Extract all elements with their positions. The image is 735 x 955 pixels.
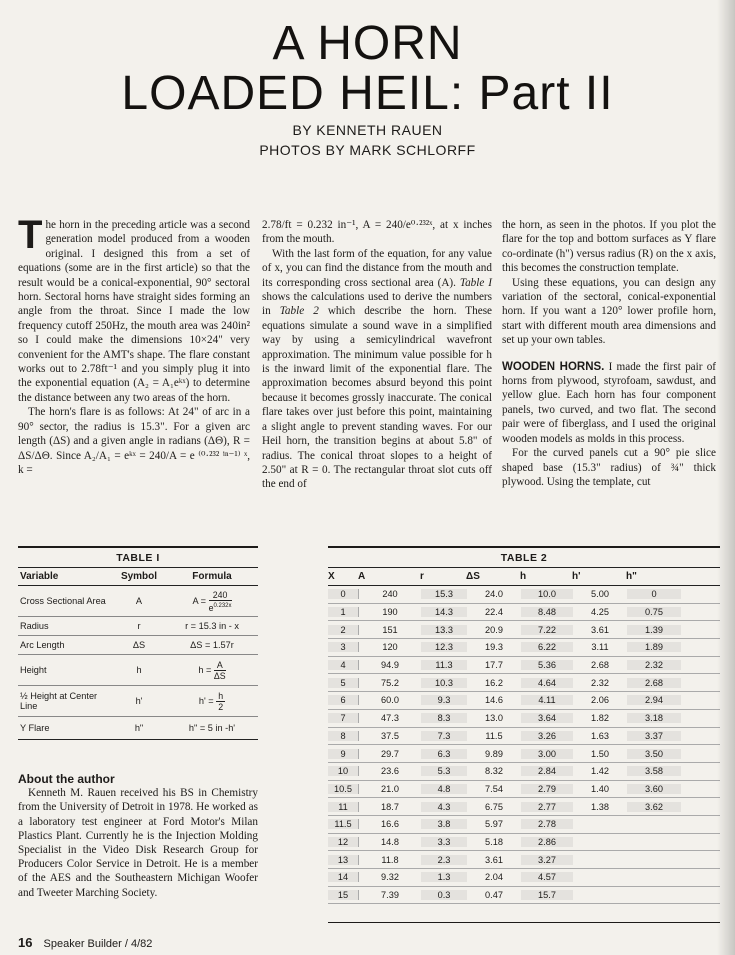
cell: 1.63 [591, 730, 609, 741]
cell: 4.57 [521, 872, 573, 882]
cell: 16.6 [381, 819, 399, 830]
cell: 6 [328, 695, 359, 705]
cell: ½ Height at Center Line [20, 691, 98, 711]
cell: 5 [328, 678, 359, 688]
table-row [18, 686, 258, 717]
column-header: Symbol [120, 571, 158, 582]
cell: ΔS [132, 640, 146, 650]
cell: 11.8 [381, 854, 399, 865]
exponent: 0.232x [213, 602, 232, 609]
cell: Radius [20, 621, 49, 631]
cell: 0.3 [421, 890, 467, 900]
paragraph: The horn's flare is as follows: At 24" of arc in a 90° sector, the radius is 15.3". For a given arc length (ΔS) and a given angle in radians (ΔΘ), R = ΔS/ΔΘ. Since A₂/A₁ = eᵏˣ = 240/A = e ⁽⁰·²³² ⁱⁿ⁻¹⁾ ˣ, k = [18, 406, 250, 476]
cell: 5.18 [485, 836, 503, 847]
table-row [328, 798, 720, 816]
about-author [18, 772, 258, 900]
cell: 9.89 [485, 748, 503, 759]
table-row [328, 657, 720, 675]
numerator: 240 [209, 590, 232, 601]
about-heading: About the author [18, 772, 115, 786]
about-text: Kenneth M. Rauen received his BS in Chemistry from the University of Detroit in 1978. He worked as a laboratory test engineer at Ford Motor's Milan Plastics Plant. Currently he is the Injection Molding Specialist in the Video Disk Research Group for Producers Color Service in Detroit. He is a member of the AES and the Southeastern Michigan Woofer and Tweeter Marching Society. [18, 787, 258, 899]
column-header: X [328, 571, 335, 582]
cell: 1.40 [591, 783, 609, 794]
cell: h" = 5 in -h' [188, 723, 236, 733]
cell: 3.58 [627, 766, 681, 776]
table-row [328, 834, 720, 852]
cell: r = 15.3 in - x [185, 621, 239, 631]
cell: 4.25 [591, 607, 609, 618]
cell: 3 [328, 642, 359, 652]
cell: 8.48 [521, 607, 573, 617]
cell: 4.11 [521, 695, 573, 705]
table-header-row [18, 567, 258, 586]
cell: 1.3 [421, 872, 467, 882]
formula-text: A = [192, 595, 207, 606]
cell: 2.68 [591, 660, 609, 671]
cell: 120 [382, 642, 398, 653]
cell: 47.3 [381, 713, 399, 724]
publication-info: Speaker Builder / 4/82 [43, 938, 153, 950]
cell: 2.86 [521, 837, 573, 847]
table-row [328, 728, 720, 746]
text-column-2 [262, 218, 492, 492]
cell: 10.5 [328, 784, 359, 794]
cell: 5.3 [421, 766, 467, 776]
cell: 19.3 [485, 642, 503, 653]
cell: 12 [328, 837, 359, 847]
rule [328, 922, 720, 923]
paragraph-text: shows the calculations used to derive the numbers in [262, 291, 492, 318]
cell: 1.42 [591, 766, 609, 777]
column-header: h" [626, 571, 637, 582]
table-reference: Table 2 [279, 305, 319, 318]
table-title: TABLE 2 [500, 552, 548, 564]
cell: 2.78 [521, 819, 573, 829]
cell: 3.26 [521, 731, 573, 741]
table-row [328, 692, 720, 710]
cell: 3.00 [521, 749, 573, 759]
cell: 0 [328, 589, 359, 599]
cell: 75.2 [381, 677, 399, 688]
rule [18, 546, 258, 548]
cell: 2.04 [485, 872, 503, 883]
cell: 9.32 [381, 872, 399, 883]
cell: 3.37 [627, 731, 681, 741]
cell: 8 [328, 731, 359, 741]
text-column-3 [502, 218, 716, 489]
cell: 3.8 [421, 819, 467, 829]
cell: 1.50 [591, 748, 609, 759]
section-heading: WOODEN HORNS. [502, 360, 605, 373]
cell: 14.8 [381, 836, 399, 847]
article-title-line1: A HORN [272, 17, 463, 70]
cell: 9 [328, 749, 359, 759]
column-header: r [420, 571, 424, 582]
cell: 29.7 [381, 748, 399, 759]
cell: 2.77 [521, 802, 573, 812]
rule [328, 546, 720, 548]
denominator: ΔS [213, 670, 226, 681]
paragraph: the horn, as seen in the photos. If you plot the flare for the top and bottom surfaces as Y flare co-ordinate (h") versus radius (R) on the x axis, this becomes the construction template. [502, 219, 716, 275]
cell: 1.39 [627, 625, 681, 635]
cell: 2.3 [421, 855, 467, 865]
cell: 15 [328, 890, 359, 900]
cell: Height [20, 665, 47, 675]
cell: 15.3 [421, 589, 467, 599]
paragraph-text: I made the first pair of horns from plywood, styrofoam, sawdust, and yellow glue. Each horn has four component panels, two curved, and two flat. The second pair were of fiberglass, and I used the original wooden models as molds in this process. [502, 360, 717, 445]
cell: 1.82 [591, 713, 609, 724]
paragraph: he horn in the preceding article was a second generation model produced from a wooden original. I designed this from a set of equations (some are in the first article) so that the result would be a conical-exponential, 90° sectoral horn. Sectoral horns have straight sides forming an angle from the throat. Since I made the low frequency cutoff 250Hz, the mouth area was 240in² so I could make the dimensions 10×24" very convenient for the AMT's shape. The flare constant works out to 2.78ft⁻¹ and you simply plug it into the exponential equation (A₂ = A₁eᵏˣ) to determine the distance between any two areas of the horn. [18, 219, 250, 404]
cell: 18.7 [381, 801, 399, 812]
cell: Y Flare [20, 723, 50, 733]
page-number: 16 [18, 935, 33, 950]
cell: 8.3 [421, 713, 467, 723]
column-header: ΔS [466, 571, 480, 582]
fraction [216, 691, 225, 712]
article-title-line2: LOADED HEIL: Part II [121, 67, 614, 120]
cell [166, 590, 258, 613]
paragraph-text: which describe the horn. These equations simulate a sound wave in a simplified way by using a semicylindrical wavefront approximation. The minimum value possible for h is the inward limit of the exponential flare. The approximation becomes absurd beyond this point because it becomes grossly inaccurate. The conical flare takes over just before this point, maintaining a slight angle to prevent standing waves. For our Heil horn, the transition begins at about 5.8" of radius. The conical throat slopes to a height of 2.50" at R = 0. The rectangular throat slot cuts off the end of [262, 305, 493, 491]
cell: 4.64 [521, 678, 573, 688]
cell: 15.7 [521, 890, 573, 900]
cell: h" [134, 723, 144, 733]
cell: 11 [328, 802, 359, 812]
table-row [328, 763, 720, 781]
drop-cap: T [18, 213, 43, 257]
column-header: h [520, 571, 527, 582]
paragraph [502, 360, 716, 446]
cell: 23.6 [381, 766, 399, 777]
cell: 5.36 [521, 660, 573, 670]
table-row [18, 717, 258, 740]
cell: 6.3 [421, 749, 467, 759]
cell: 3.50 [627, 749, 681, 759]
cell: 17.7 [485, 660, 503, 671]
cell: Arc Length [20, 640, 65, 650]
cell: 3.11 [591, 642, 609, 653]
cell: 24.0 [485, 589, 503, 600]
cell: 6.75 [485, 801, 503, 812]
table-1 [18, 552, 258, 740]
cell: 10.3 [421, 678, 467, 688]
cell: 0.75 [627, 607, 681, 617]
column-header: h' [572, 571, 581, 582]
cell: 16.2 [485, 677, 503, 688]
cell: 5.97 [485, 819, 503, 830]
table-reference: Table I [459, 276, 493, 289]
cell [166, 660, 258, 681]
cell: 13.3 [421, 625, 467, 635]
page-footer [18, 935, 152, 950]
cell: 2.32 [627, 660, 681, 670]
table-row [328, 781, 720, 799]
cell: 7.22 [521, 625, 573, 635]
paragraph: Using these equations, you can design any variation of the sectoral, conical-exponential horn. If you want a 120° lower profile horn, start with different mouth area dimensions and set up your own tables. [502, 276, 716, 347]
cell: 94.9 [381, 660, 399, 671]
cell: 22.4 [485, 607, 503, 618]
column-header: Formula [192, 571, 232, 582]
table-header-row [328, 567, 720, 586]
cell: 7.54 [485, 783, 503, 794]
cell: 1.89 [627, 642, 681, 652]
cell: 2.94 [627, 695, 681, 705]
cell: 10 [328, 766, 359, 776]
cell: 7.3 [421, 731, 467, 741]
paragraph-text: With the last form of the equation, for any value of x, you can find the distance from the mouth and its corresponding cross sectional area (A). [262, 247, 492, 289]
cell: 240 [382, 589, 398, 600]
page-edge-shadow [717, 0, 735, 955]
cell: 14.6 [485, 695, 503, 706]
cell: 3.3 [421, 837, 467, 847]
cell: 3.27 [521, 855, 573, 865]
cell: 3.64 [521, 713, 573, 723]
cell: 3.62 [627, 802, 681, 812]
cell: 2.84 [521, 766, 573, 776]
cell: 4.3 [421, 802, 467, 812]
table-row [328, 869, 720, 887]
cell: 8.32 [485, 766, 503, 777]
table-row [328, 604, 720, 622]
cell: 37.5 [381, 730, 399, 741]
table-row [18, 636, 258, 655]
cell: 11.3 [421, 660, 467, 670]
cell: 9.3 [421, 695, 467, 705]
table-row [328, 710, 720, 728]
cell: 3.60 [627, 784, 681, 794]
table-row [328, 639, 720, 657]
cell: A [135, 596, 143, 606]
column-header: A [358, 571, 366, 582]
table-2 [328, 552, 720, 904]
cell: 13.0 [485, 713, 503, 724]
cell: 13 [328, 855, 359, 865]
paragraph [262, 247, 492, 492]
cell: h [136, 665, 142, 675]
cell: 190 [382, 607, 398, 618]
cell: 151 [382, 624, 398, 635]
cell: 6.22 [521, 642, 573, 652]
denominator: 2 [218, 701, 224, 712]
cell: 14 [328, 872, 359, 882]
column-header: Variable [20, 571, 59, 582]
table-row [328, 887, 720, 905]
cell: h' [135, 696, 143, 706]
cell: 7 [328, 713, 359, 723]
cell: 20.9 [485, 624, 503, 635]
formula-text: h = [198, 664, 212, 675]
table-row [18, 655, 258, 686]
table-row [328, 816, 720, 834]
cell: 4 [328, 660, 359, 670]
table-row [328, 851, 720, 869]
table-row [18, 617, 258, 636]
table-title: TABLE I [116, 552, 160, 564]
table-row [328, 745, 720, 763]
cell: 2.79 [521, 784, 573, 794]
denominator: e [208, 602, 214, 613]
cell: 3.18 [627, 713, 681, 723]
table-body [328, 586, 720, 904]
cell: 2.68 [627, 678, 681, 688]
cell: 4.8 [421, 784, 467, 794]
fraction [214, 660, 226, 681]
cell: 3.61 [591, 624, 609, 635]
paragraph: For the curved panels cut a 90° pie slice shaped base (15.3" radius) of ¾" thick plywood. Using the template, cut [502, 447, 716, 488]
paragraph: 2.78/ft = 0.232 in⁻¹, A = 240/e⁰·²³²ˣ, at x inches from the mouth. [262, 219, 492, 246]
fraction [209, 590, 232, 613]
cell: 1.38 [591, 801, 609, 812]
cell: 14.3 [421, 607, 467, 617]
cell: 10.0 [521, 589, 573, 599]
numerator: h [218, 690, 224, 701]
cell: Cross Sectional Area [20, 596, 106, 606]
cell: r [137, 621, 141, 631]
cell: ΔS = 1.57r [190, 640, 234, 650]
cell: 5.00 [591, 589, 609, 600]
cell [166, 691, 258, 712]
cell: 7.39 [381, 890, 399, 901]
cell: 0.47 [485, 890, 503, 901]
cell: 60.0 [381, 695, 399, 706]
cell: 3.61 [485, 854, 503, 865]
cell: 21.0 [381, 783, 399, 794]
cell: 11.5 [328, 819, 359, 829]
cell: 2.32 [591, 677, 609, 688]
table-row [328, 586, 720, 604]
formula-text: h' = [198, 695, 214, 706]
photo-credit: PHOTOS BY MARK SCHLORFF [259, 142, 476, 158]
cell: 0 [627, 589, 681, 599]
table-row [328, 674, 720, 692]
author-byline: BY KENNETH RAUEN [292, 122, 443, 138]
cell: 1 [328, 607, 359, 617]
text-column-1 [18, 213, 250, 477]
table-row [328, 621, 720, 639]
cell: 2 [328, 625, 359, 635]
numerator: A [214, 660, 226, 671]
cell: 2.06 [591, 695, 609, 706]
cell: 11.5 [485, 730, 503, 741]
table-row [18, 586, 258, 617]
cell: 12.3 [421, 642, 467, 652]
